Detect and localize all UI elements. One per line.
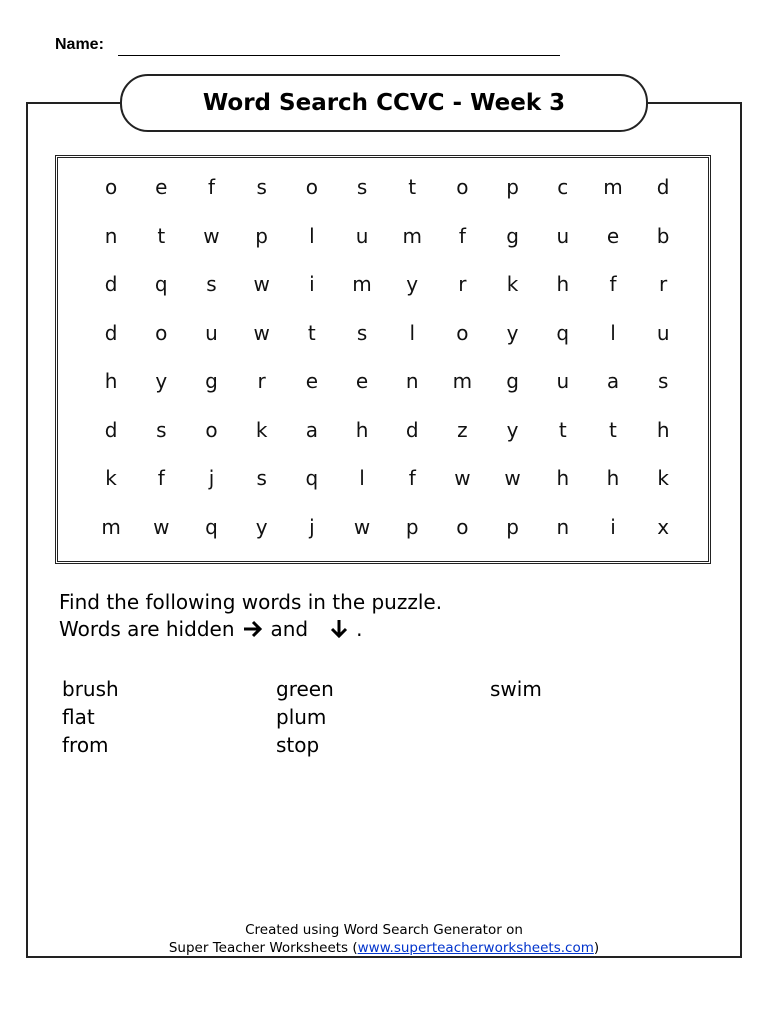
grid-letter: q: [556, 320, 570, 345]
word-plum: plum: [276, 705, 327, 729]
grid-letter: r: [659, 272, 668, 296]
instruction-line-2: [59, 617, 363, 641]
grid-letter: s: [356, 175, 368, 199]
instruction-prefix: Words are hidden: [59, 617, 235, 641]
grid-letter: a: [305, 417, 318, 442]
name-blank-line: [118, 55, 560, 56]
grid-letter: w: [353, 514, 371, 539]
grid-letter: y: [406, 272, 419, 296]
grid-letter: f: [157, 466, 165, 490]
grid-letter: w: [454, 466, 471, 490]
grid-letter: d: [104, 272, 118, 296]
grid-letter: f: [408, 466, 416, 490]
grid-letter: s: [256, 175, 267, 199]
name-label: Name:: [55, 36, 104, 53]
grid-letter: p: [506, 514, 519, 539]
grid-letter: y: [506, 417, 519, 442]
grid-letter: d: [104, 320, 118, 345]
grid-letter: l: [309, 223, 315, 248]
grid-letter: k: [255, 417, 268, 442]
grid-letter: y: [506, 320, 519, 345]
footer-credit: Created using Word Search Generator on: [245, 922, 523, 938]
title-banner: [120, 74, 648, 132]
grid-letter: o: [456, 175, 469, 199]
grid-letter: w: [153, 514, 170, 539]
grid-letter: k: [506, 272, 519, 296]
grid-letter: t: [558, 417, 567, 442]
footer-source: [0, 940, 768, 956]
word-green: green: [276, 677, 334, 701]
grid-letter: t: [408, 175, 417, 199]
grid-letter: y: [155, 369, 168, 393]
grid-letter: j: [309, 514, 315, 539]
grid-letter: l: [610, 320, 616, 345]
grid-letter: y: [255, 514, 268, 539]
grid-letter: e: [606, 223, 620, 248]
grid-letter: h: [556, 466, 570, 490]
grid-letter: e: [305, 369, 318, 393]
word-stop: stop: [276, 733, 320, 757]
grid-letter: g: [506, 223, 519, 248]
grid-letter: s: [657, 369, 669, 393]
grid-letter: d: [405, 417, 419, 442]
grid-letter: w: [253, 272, 270, 296]
grid-letter: d: [104, 417, 118, 442]
grid-letter: u: [205, 320, 218, 345]
grid-letter: m: [452, 369, 473, 393]
grid-letter: p: [405, 514, 419, 539]
grid-letter: q: [205, 514, 218, 539]
grid-letter: s: [256, 466, 267, 490]
grid-letter: k: [105, 466, 117, 490]
grid-letter: r: [458, 272, 467, 296]
arrow-right-icon: [243, 620, 263, 638]
grid-letter: i: [610, 514, 616, 539]
grid-letter: l: [409, 320, 415, 345]
grid-letter: c: [557, 175, 569, 199]
grid-letter: n: [405, 369, 419, 393]
word-swim: swim: [490, 677, 542, 701]
grid-letter: h: [606, 466, 620, 490]
grid-letter: m: [603, 175, 623, 199]
grid-letter: u: [556, 369, 570, 393]
grid-letter: u: [556, 223, 570, 248]
grid-letter: n: [556, 514, 570, 539]
word-flat: flat: [62, 705, 95, 729]
instruction-and: and: [270, 617, 309, 641]
footer-source-suffix: ): [593, 940, 600, 956]
grid-letter: h: [556, 272, 570, 296]
letter-grid: [86, 163, 688, 551]
word-brush: brush: [62, 677, 119, 701]
grid-letter: m: [101, 514, 121, 539]
grid-letter: h: [355, 417, 369, 442]
instruction-suffix: .: [356, 617, 363, 641]
grid-letter: o: [205, 417, 218, 442]
grid-letter: g: [506, 369, 519, 393]
grid-letter: p: [506, 175, 519, 199]
grid-letter: o: [456, 514, 469, 539]
word-from: from: [62, 733, 109, 757]
grid-letter: q: [305, 466, 319, 490]
grid-letter: h: [104, 369, 118, 393]
grid-letter: i: [309, 272, 315, 296]
grid-letter: j: [208, 466, 215, 490]
grid-letter: s: [206, 272, 217, 296]
grid-letter: t: [157, 223, 166, 248]
grid-letter: e: [355, 369, 369, 393]
grid-letter: w: [504, 466, 521, 490]
worksheet-title: Word Search CCVC - Week 3: [202, 90, 566, 116]
arrow-down-icon: [330, 619, 348, 639]
grid-letter: n: [104, 223, 118, 248]
grid-letter: b: [656, 223, 670, 248]
grid-letter: w: [253, 320, 270, 345]
grid-letter: k: [657, 466, 669, 490]
grid-letter: t: [307, 320, 316, 345]
grid-letter: u: [656, 320, 670, 345]
grid-letter: a: [606, 369, 620, 393]
grid-letter: e: [155, 175, 168, 199]
grid-letter: o: [305, 175, 318, 199]
grid-letter: m: [402, 223, 422, 248]
grid-letter: w: [203, 223, 220, 248]
grid-letter: m: [352, 272, 372, 296]
grid-letter: r: [257, 369, 266, 393]
grid-letter: f: [458, 223, 466, 248]
grid-letter: s: [356, 320, 368, 345]
footer-source-prefix: Super Teacher Worksheets (: [168, 940, 358, 956]
instruction-line-1: Find the following words in the puzzle.: [59, 590, 443, 614]
grid-letter: o: [456, 320, 469, 345]
grid-letter: u: [355, 223, 369, 248]
grid-letter: p: [255, 223, 268, 248]
grid-letter: f: [207, 175, 215, 199]
grid-letter: q: [154, 272, 168, 296]
grid-letter: d: [656, 175, 670, 199]
grid-letter: z: [457, 417, 468, 442]
grid-letter: h: [656, 417, 670, 442]
grid-letter: o: [155, 320, 168, 345]
grid-letter: x: [657, 514, 670, 539]
footer-link[interactable]: www.superteacherworksheets.com: [357, 940, 594, 956]
grid-letter: t: [609, 417, 617, 442]
grid-letter: f: [609, 272, 617, 296]
grid-letter: g: [205, 369, 218, 393]
grid-letter: l: [359, 466, 365, 490]
grid-letter: o: [104, 175, 118, 199]
grid-letter: s: [156, 417, 167, 442]
